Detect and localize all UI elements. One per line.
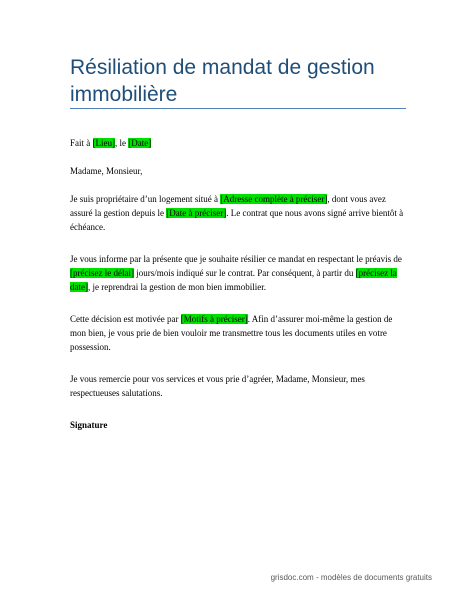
place-date-prefix: Fait à xyxy=(70,138,93,148)
paragraph-ownership-part3: . Le contrat que nous avons signé arrive bientôt à échéance. xyxy=(70,208,404,232)
salutation: Madame, Monsieur, xyxy=(70,166,143,176)
letter-body xyxy=(70,136,410,432)
date-placeholder: [Date] xyxy=(128,138,152,148)
paragraph-ownership-part2: , dont vous avez assuré la gestion depuis le xyxy=(70,194,386,218)
paragraph-ownership xyxy=(70,192,410,234)
document-title: Résiliation de mandat de gestion immobilière xyxy=(70,56,375,106)
paragraph-termination-part3: , je reprendrai la gestion de mon bien immobilier. xyxy=(88,282,266,292)
place-placeholder: [Lieu] xyxy=(92,138,115,148)
footer-credit: grisdoc.com - modèles de documents gratuits xyxy=(270,573,432,582)
address-placeholder: [Adresse complète à préciser] xyxy=(220,194,328,204)
title-divider xyxy=(70,108,406,109)
notice-delay-placeholder: [précisez le délai] xyxy=(70,268,134,278)
place-date-middle: , le xyxy=(115,138,129,148)
place-date-line xyxy=(70,136,410,150)
reasons-placeholder: [Motifs à préciser] xyxy=(180,314,248,324)
signature: Signature xyxy=(70,420,108,430)
paragraph-termination-part2: jours/mois indiqué sur le contrat. Par conséquent, à partir du xyxy=(133,268,356,278)
closing-paragraph: Je vous remercie pour vos services et vous prie d’agréer, Madame, Monsieur, mes respectueuses salutations. xyxy=(70,374,365,398)
paragraph-ownership-part1: Je suis propriétaire d’un logement situé à xyxy=(70,194,221,204)
paragraph-termination-part1: Je vous informe par la présente que je souhaite résilier ce mandat en respectant le préavis de xyxy=(70,254,402,264)
paragraph-termination xyxy=(70,252,410,294)
termination-date-placeholder: [précisez la date] xyxy=(70,268,397,292)
management-start-date-placeholder: [Date à préciser] xyxy=(166,208,227,218)
paragraph-reasons-part1: Cette décision est motivée par xyxy=(70,314,181,324)
paragraph-reasons-part2: . Afin d’assurer moi-même la gestion de mon bien, je vous prie de bien vouloir me transmettre tous les documents utiles en votre possession. xyxy=(70,314,393,352)
paragraph-reasons xyxy=(70,312,410,354)
